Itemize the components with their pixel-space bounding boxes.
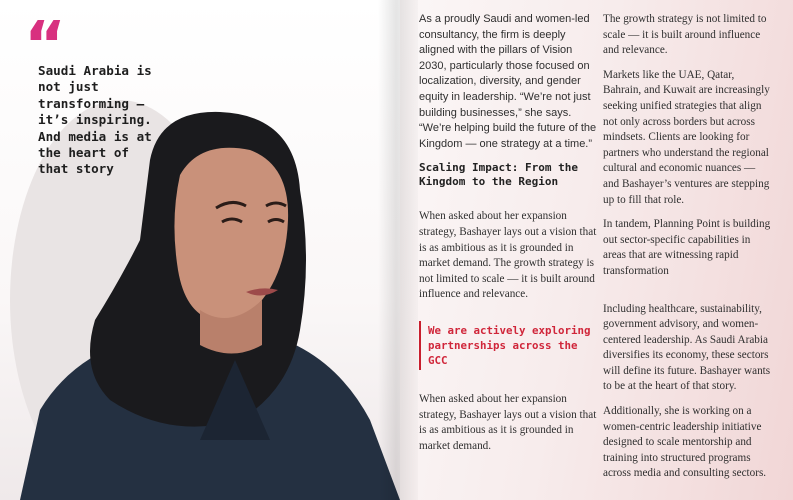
intro-paragraph: As a proudly Saudi and women-led consultancy, the firm is deeply aligned with the pillars of Vision 2030, particularly those focused on localization, diversity, and gender equity in leadership. “We’re not just building businesses,” she says. “We’re helping build the future of the Kingdom — one strategy at a time.” (419, 13, 597, 150)
body-paragraph: Including healthcare, sustainability, government advisory, and women-centered leadership. As Saudi Arabia diversifies its economy, these sectors will define its future. Bashayer wants to be at the heart of that story. (603, 302, 771, 393)
text-column-left (419, 12, 597, 463)
section-subhead: Scaling Impact: From the Kingdom to the Region (419, 161, 578, 189)
pull-quote: Saudi Arabia is not just transforming — it’s inspiring. And media is at the heart of that story (38, 63, 152, 177)
body-paragraph: When asked about her expansion strategy, Bashayer lays out a vision that is as ambitious as it is grounded in market demand. The growth strategy is not limited to scale — it is built around influence and relevance. (419, 210, 597, 301)
body-paragraph: Markets like the UAE, Qatar, Bahrain, and Kuwait are increasingly seeking unified strategies that align not only across borders but across mindsets. Clients are looking for partners who understand the regional cultural and economic nuances — and Bashayer’s ventures are stepping up to fill that role. (603, 68, 770, 206)
body-paragraph: In tandem, Planning Point is building out sector-specific capabilities in areas that are witnessing rapid transformation (603, 218, 771, 277)
quote-mark-icon: “ (24, 9, 67, 83)
body-paragraph: The growth strategy is not limited to scale — it is built around influence and relevance. (603, 13, 767, 57)
page-gutter (378, 0, 418, 500)
body-paragraph: Additionally, she is working on a women-centric leadership initiative designed to scale mentorship and training into structured programs across media and consulting sectors. (603, 405, 767, 480)
callout-quote: We are actively exploring partnerships across the GCC (419, 321, 597, 370)
body-paragraph: When asked about her expansion strategy, Bashayer lays out a vision that is as ambitious as it is grounded in market demand. (419, 392, 597, 452)
text-column-right (603, 12, 773, 491)
